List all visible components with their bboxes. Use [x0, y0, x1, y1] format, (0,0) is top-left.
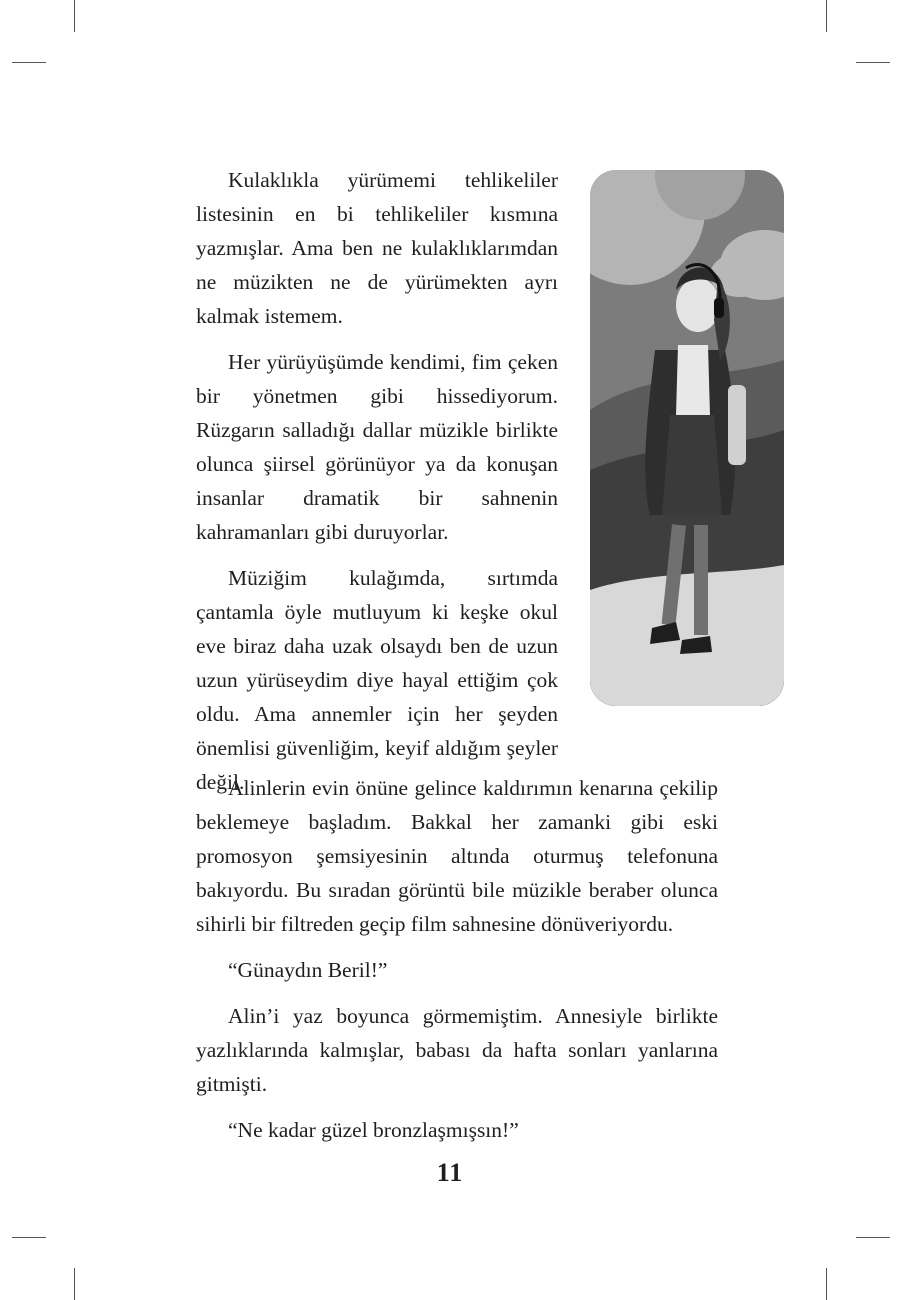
dialogue-line: “Ne kadar güzel bronzlaşmışsın!” — [228, 1118, 519, 1142]
dialogue-line: “Günaydın Beril!” — [228, 958, 388, 982]
crop-mark-top-right-h — [856, 62, 890, 63]
crop-mark-top-left — [74, 0, 75, 32]
crop-mark-bottom-left-h — [12, 1237, 46, 1238]
crop-mark-bottom-right — [826, 1268, 827, 1300]
text-column-wide — [196, 771, 718, 1159]
paragraph: Alinlerin evin önüne gelince kaldırımın kenarına çekilip beklemeye başladım. Bakkal her zamanki gibi eski promosyon şemsiyesinin altında oturmuş telefonuna bakıyordu. Bu sıradan görüntü bile müzikle beraber olunca sihirli bir filtreden geçip film sahnesine dönüveriyordu. — [196, 776, 718, 936]
paragraph: Kulaklıkla yürümemi tehlikeliler listesinin en bi tehlikeliler kısmına yazmışlar. Ama ben ne kulaklıklarımdan ne müzikten ne de yürümekten ayrı kalmak istemem. — [196, 168, 558, 328]
crop-mark-top-right — [826, 0, 827, 32]
paragraph: Alin’i yaz boyunca görmemiştim. Annesiyle birlikte yazlıklarında kalmışlar, babası da hafta sonları yanlarına gitmişti. — [196, 1004, 718, 1096]
paragraph: Her yürüyüşümde kendimi, fim çeken bir yönetmen gibi hissediyorum. Rüzgarın salladığı dallar müzikle birlikte olunca şiirsel görünüyor ya da konuşan insanlar dramatik bir sahnenin kahramanları gibi duruyorlar. — [196, 350, 558, 544]
crop-mark-bottom-left — [74, 1268, 75, 1300]
crop-mark-top-left-h — [12, 62, 46, 63]
paragraph: Müziğim kulağımda, sırtımda çantamla öyle mutluyum ki keşke okul eve biraz daha uzak olsaydı ben de uzun uzun yürüseydim diye hayal ettiğim çok oldu. Ama annemler için her şeyden önemlisi güvenliğim, keyif aldığım şeyler değil. — [196, 566, 558, 794]
text-column-narrow — [196, 163, 558, 811]
crop-mark-bottom-right-h — [856, 1237, 890, 1238]
girl-walking-illustration — [590, 170, 784, 706]
page-number: 11 — [436, 1158, 464, 1187]
